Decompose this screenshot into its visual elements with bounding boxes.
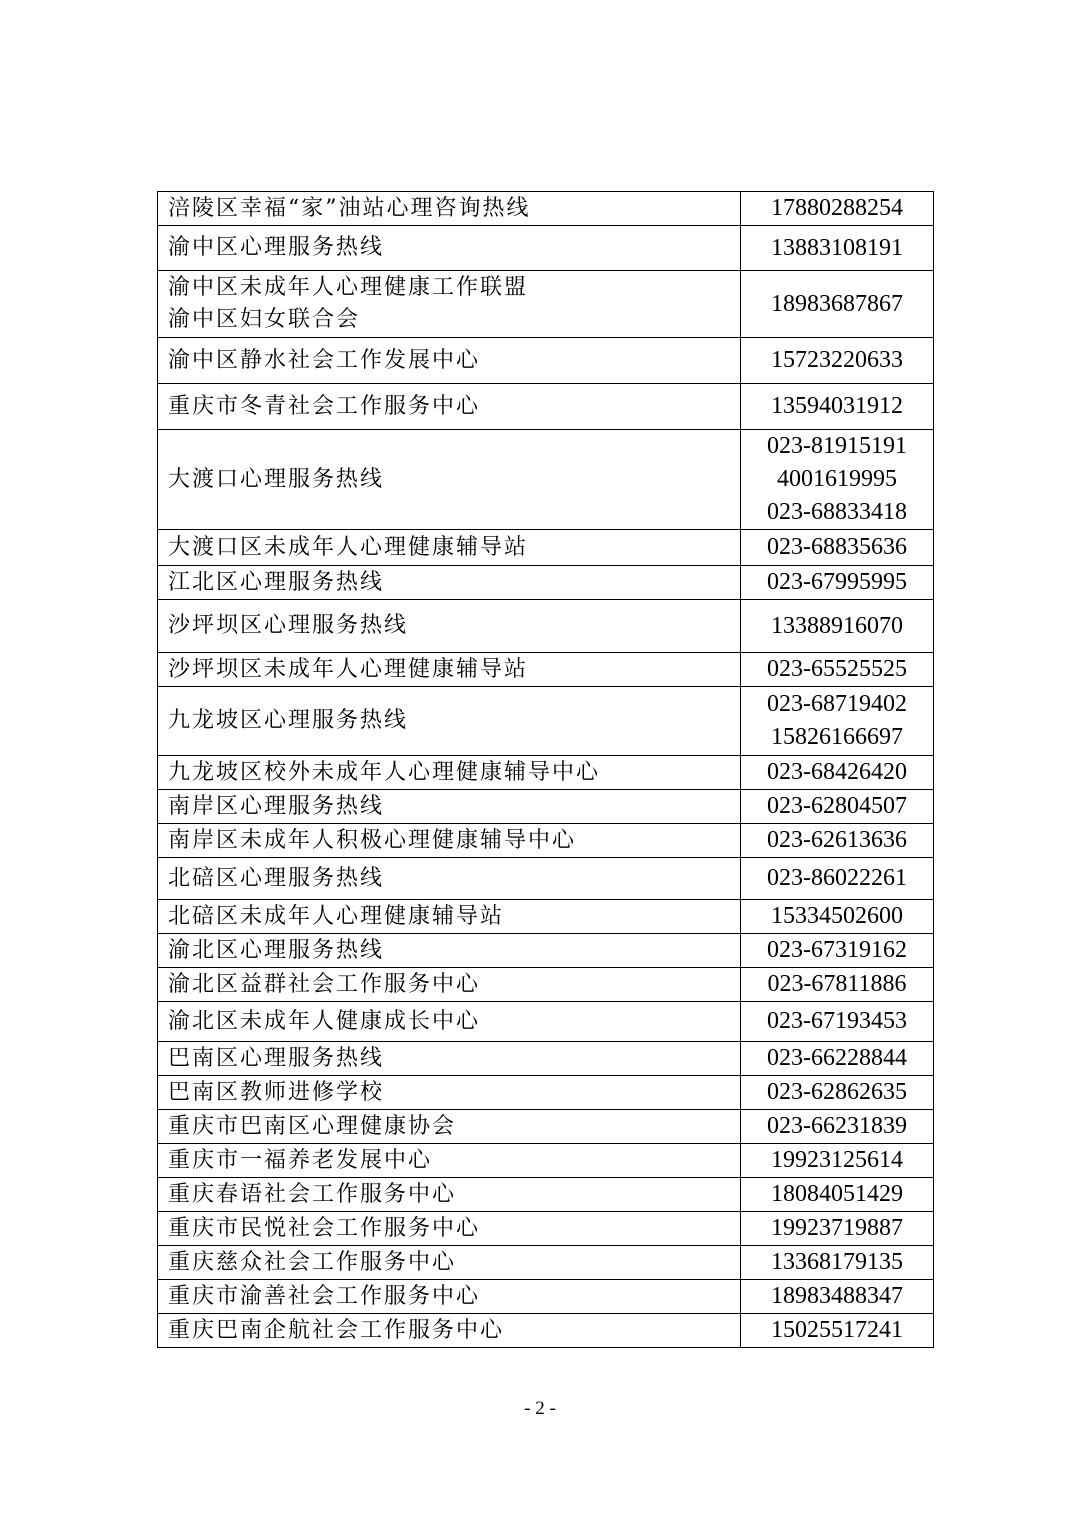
phone-number: 15826166697	[771, 724, 903, 750]
phone-number: 18983488347	[771, 1283, 903, 1309]
table-row	[158, 968, 934, 1002]
organization-name: 九龙坡区心理服务热线	[168, 708, 409, 733]
phone-number: 023-62613636	[767, 827, 907, 853]
organization-name-cell	[158, 1076, 741, 1110]
phone-number-cell	[741, 1076, 934, 1110]
organization-name-cell	[158, 1002, 741, 1042]
organization-name: 重庆市一福养老发展中心	[168, 1147, 433, 1173]
organization-name-cell	[158, 824, 741, 858]
phone-number-cell	[741, 600, 934, 653]
organization-name-cell	[158, 530, 741, 566]
organization-name-cell	[158, 653, 741, 687]
organization-name: 渝北区未成年人健康成长中心	[168, 1008, 481, 1034]
phone-number: 023-66231839	[767, 1113, 907, 1139]
phone-number: 023-65525525	[767, 656, 907, 682]
phone-number-cell	[741, 824, 934, 858]
phone-number: 023-67193453	[767, 1008, 907, 1034]
phone-number-cell	[741, 384, 934, 430]
organization-name: 江北区心理服务热线	[168, 569, 385, 595]
table-row	[158, 530, 934, 566]
table-row	[158, 1144, 934, 1178]
organization-name-cell	[158, 1178, 741, 1212]
table-row	[158, 1212, 934, 1246]
phone-number: 023-62804507	[767, 793, 907, 819]
hotline-table	[157, 191, 934, 1348]
table-row	[158, 1002, 934, 1042]
organization-name-cell	[158, 1212, 741, 1246]
phone-number-cell	[741, 430, 934, 530]
table-row	[158, 1178, 934, 1212]
phone-number: 13594031912	[771, 393, 903, 419]
phone-number-cell	[741, 530, 934, 566]
organization-name-cell	[158, 430, 741, 530]
phone-number-cell	[741, 1110, 934, 1144]
phone-number: 15334502600	[771, 903, 903, 929]
organization-name-cell	[158, 338, 741, 384]
phone-number-cell	[741, 934, 934, 968]
organization-name-cell	[158, 192, 741, 226]
organization-name: 南岸区未成年人积极心理健康辅导中心	[168, 827, 577, 853]
organization-name-cell	[158, 1110, 741, 1144]
phone-number: 023-68426420	[767, 759, 907, 785]
organization-name: 重庆市冬青社会工作服务中心	[168, 393, 481, 419]
phone-number: 023-86022261	[767, 865, 907, 891]
organization-name: 重庆市渝善社会工作服务中心	[168, 1283, 481, 1309]
organization-name-cell	[158, 900, 741, 934]
organization-name: 沙坪坝区心理服务热线	[168, 613, 409, 638]
organization-name-cell	[158, 384, 741, 430]
table-row	[158, 687, 934, 756]
phone-number: 13388916070	[771, 612, 903, 639]
phone-number-cell	[741, 566, 934, 600]
table-row	[158, 653, 934, 687]
phone-number: 4001619995	[777, 466, 897, 492]
phone-number-cell	[741, 1314, 934, 1348]
phone-number-cell	[741, 1002, 934, 1042]
phone-number-cell	[741, 1246, 934, 1280]
organization-name: 南岸区心理服务热线	[168, 793, 385, 819]
table-row	[158, 790, 934, 824]
organization-name: 渝中区心理服务热线	[168, 235, 385, 260]
organization-name-cell	[158, 226, 741, 271]
organization-name-cell	[158, 687, 741, 756]
phone-number: 023-68719402	[767, 691, 907, 717]
phone-number-cell	[741, 756, 934, 790]
phone-number: 15025517241	[771, 1317, 903, 1343]
phone-number: 023-67319162	[767, 937, 907, 963]
phone-number: 023-62862635	[767, 1079, 907, 1105]
hotline-table-body	[158, 192, 934, 1348]
phone-number-cell	[741, 226, 934, 271]
organization-name: 渝中区妇女联合会	[168, 307, 361, 332]
phone-number-cell	[741, 1212, 934, 1246]
phone-number: 023-68835636	[767, 534, 907, 560]
phone-number: 13883108191	[771, 234, 903, 261]
table-row	[158, 1076, 934, 1110]
table-row	[158, 934, 934, 968]
phone-number: 17880288254	[771, 195, 903, 221]
phone-number: 023-68833418	[767, 499, 907, 525]
organization-name: 重庆春语社会工作服务中心	[168, 1181, 457, 1207]
organization-name-cell	[158, 968, 741, 1002]
organization-name: 沙坪坝区未成年人心理健康辅导站	[168, 656, 529, 682]
phone-number: 023-81915191	[767, 433, 907, 459]
phone-number-cell	[741, 687, 934, 756]
phone-number-cell	[741, 271, 934, 338]
phone-number: 023-66228844	[767, 1045, 907, 1071]
page-number: - 2 -	[524, 1398, 556, 1419]
table-row	[158, 338, 934, 384]
table-row	[158, 900, 934, 934]
organization-name-cell	[158, 600, 741, 653]
organization-name-cell	[158, 934, 741, 968]
table-row	[158, 384, 934, 430]
organization-name: 重庆市巴南区心理健康协会	[168, 1113, 457, 1139]
table-row	[158, 600, 934, 653]
organization-name-cell	[158, 1314, 741, 1348]
phone-number: 19923719887	[771, 1215, 903, 1241]
organization-name: 渝中区未成年人心理健康工作联盟	[168, 275, 529, 300]
phone-number: 19923125614	[771, 1147, 903, 1173]
phone-number-cell	[741, 1144, 934, 1178]
phone-number-cell	[741, 192, 934, 226]
table-row	[158, 824, 934, 858]
organization-name: 大渡口心理服务热线	[168, 466, 385, 492]
table-row	[158, 1042, 934, 1076]
phone-number: 023-67811886	[767, 971, 907, 997]
organization-name-cell	[158, 1280, 741, 1314]
phone-number-cell	[741, 968, 934, 1002]
phone-number-cell	[741, 653, 934, 687]
phone-number-cell	[741, 1042, 934, 1076]
organization-name-cell	[158, 1042, 741, 1076]
phone-number: 13368179135	[771, 1249, 903, 1275]
phone-number: 18983687867	[771, 290, 903, 317]
organization-name-cell	[158, 790, 741, 824]
organization-name: 渝北区心理服务热线	[168, 937, 385, 963]
organization-name: 渝中区静水社会工作发展中心	[168, 347, 481, 373]
table-row	[158, 430, 934, 530]
organization-name: 北碚区未成年人心理健康辅导站	[168, 903, 505, 929]
organization-name-cell	[158, 1144, 741, 1178]
organization-name-cell	[158, 1246, 741, 1280]
phone-number-cell	[741, 1178, 934, 1212]
organization-name-cell	[158, 566, 741, 600]
phone-number: 15723220633	[771, 347, 903, 373]
organization-name-cell	[158, 271, 741, 338]
organization-name: 北碚区心理服务热线	[168, 865, 385, 891]
table-row	[158, 1110, 934, 1144]
table-row	[158, 1314, 934, 1348]
organization-name: 大渡口区未成年人心理健康辅导站	[168, 534, 529, 560]
table-row	[158, 226, 934, 271]
phone-number-cell	[741, 338, 934, 384]
organization-name: 重庆慈众社会工作服务中心	[168, 1249, 457, 1275]
organization-name: 巴南区教师进修学校	[168, 1079, 385, 1105]
phone-number-cell	[741, 790, 934, 824]
phone-number-cell	[741, 1280, 934, 1314]
table-row	[158, 1246, 934, 1280]
phone-number-cell	[741, 858, 934, 900]
table-row	[158, 858, 934, 900]
phone-number-cell	[741, 900, 934, 934]
organization-name: 涪陵区幸福“家”油站心理咨询热线	[168, 195, 531, 221]
table-row	[158, 566, 934, 600]
table-row	[158, 756, 934, 790]
phone-number: 023-67995995	[767, 569, 907, 595]
table-row	[158, 1280, 934, 1314]
organization-name: 重庆市民悦社会工作服务中心	[168, 1215, 481, 1241]
organization-name: 巴南区心理服务热线	[168, 1045, 385, 1071]
table-row	[158, 192, 934, 226]
organization-name: 重庆巴南企航社会工作服务中心	[168, 1317, 505, 1343]
table-row	[158, 271, 934, 338]
organization-name: 九龙坡区校外未成年人心理健康辅导中心	[168, 759, 601, 785]
organization-name: 渝北区益群社会工作服务中心	[168, 971, 481, 997]
organization-name-cell	[158, 756, 741, 790]
phone-number: 18084051429	[771, 1181, 903, 1207]
organization-name-cell	[158, 858, 741, 900]
